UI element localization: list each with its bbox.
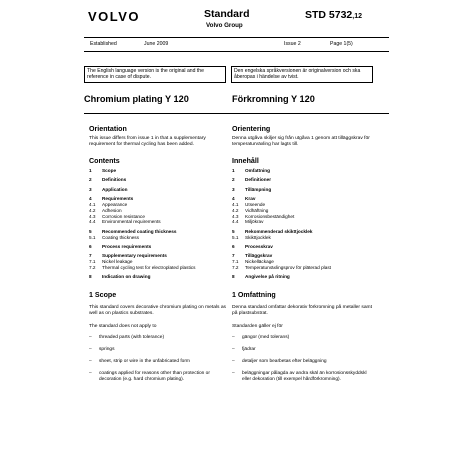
toc-title: Tilläggskrav [245,253,273,259]
contents-heading-en: Contents [89,157,120,165]
toc-item [89,274,229,280]
toc-title: Adhesion [102,207,122,213]
scope-list-item [89,335,229,341]
toc-number: 6 [89,243,92,249]
dash-bullet: – [232,358,235,364]
toc-number: 7 [232,253,235,259]
toc-title: Nickel leakage [102,259,133,265]
toc-number: 5.1 [89,234,96,240]
orientation-text-en: This issue differs from issue 1 in that a supplementary requirement for thermal cycling has been added. [89,136,206,147]
toc-number: 4.3 [232,213,239,219]
toc-number: 3 [89,186,92,192]
toc-title: Omfattning [245,168,270,173]
toc-title: Korrosionsbeständighet [245,213,295,219]
dash-bullet: – [89,335,92,340]
toc-title: Utseende [245,201,266,207]
toc-number: 4.2 [232,207,239,213]
scope-list-text: threaded parts (with tolerance) [99,335,165,340]
orientation-heading-sv: Orientering [232,125,271,133]
toc-number: 1 [232,168,235,173]
header-rule-bottom [84,51,389,52]
scope-list-sv [232,335,372,389]
standard-number [305,9,362,21]
toc-title: Krav [245,196,256,202]
established-label: Established [90,41,117,47]
std-number-version: ,12 [352,13,363,20]
dash-bullet: – [89,346,92,352]
toc-title: Angivelse på ritning [245,274,290,280]
group-label: Volvo Group [206,22,243,29]
toc-title: Nickelläckage [245,259,274,265]
toc-number: 1 [89,168,92,173]
notice-box-sv [231,66,373,83]
toc-number: 8 [89,274,92,280]
toc-title: Tillämpning [245,186,272,192]
orientation-heading-en: Orientation [89,125,127,133]
scope-list-item [232,347,372,353]
toc-number: 5 [89,228,92,234]
toc-title: Temperaturväxlingsprov för pläterad plast [245,264,331,270]
toc-item [232,274,377,280]
dash-bullet: – [89,370,92,376]
dash-bullet: – [89,358,92,364]
scope-list-text: beläggningar pålagda av andra skäl än korrosionsskyddskl eller dekoration (till exempel hårdförkromning). [242,370,367,382]
scope-lead-sv: Standarden gäller ej för [232,324,283,329]
scope-list-item [89,371,229,383]
issue-label: Issue 2 [284,41,301,47]
scope-list-en [89,335,229,389]
toc-number: 4.4 [232,219,239,225]
scope-list-item [89,359,229,365]
dash-bullet: – [232,335,235,340]
scope-list-text: sheet, strip or wire in the unfabricated form [99,358,190,364]
toc-title: Corrosion resistance [102,213,145,219]
toc-title: Scope [102,168,117,173]
toc-title: Indication on drawing [102,274,151,280]
toc-number: 7.1 [232,259,239,265]
dash-bullet: – [232,346,235,352]
toc-title: Definitions [102,177,127,183]
notice-text-sv: Den engelska språkversionen är originalversion och ska åberopas i händelse av tvist. [234,68,361,81]
established-date: June 2009 [144,41,169,47]
scope-lead-en: The standard does not apply to [89,324,157,329]
toc-number: 4 [89,196,92,202]
toc-title: Supplementary requirements [102,253,167,259]
scope-text-sv: Denna standard omfattar dekorativ förkromning på metaller samt på plastsubstrat. [232,305,372,316]
scope-list-text: gängor (med tolerans) [242,335,290,340]
toc-title: Environmental requirements [102,219,161,225]
scope-list-text: detaljer som bearbetas efter beläggning [242,358,327,364]
toc-title: Vidhäftning [245,207,269,213]
scope-text-en: This standard covers decorative chromium plating on metals as well as on plastics substrates. [89,305,226,316]
toc-title: Process requirements [102,243,152,249]
toc-number: 5.1 [232,234,239,240]
page-label: Page 1(5) [330,41,353,47]
toc-title: Thermal cycling test for electroplated plastics [102,264,196,270]
toc-number: 7.1 [89,259,96,265]
dash-bullet: – [232,370,235,376]
toc-title: Recommended coating thickness [102,228,177,234]
scope-list-item [89,347,229,353]
scope-list-text: coatings applied for reasons other than protection or decoration (e.g. hard chromium plating). [99,370,210,382]
toc-number: 7.2 [232,264,239,270]
volvo-logo: VOLVO [88,9,141,24]
title-rule [84,113,389,114]
contents-heading-sv: Innehåll [232,157,259,165]
document-title-en: Chromium plating Y 120 [84,94,189,104]
toc-number: 2 [232,177,235,183]
scope-heading-sv: 1 Omfattning [232,291,276,299]
toc-number: 7.2 [89,264,96,270]
toc-number: 4.4 [89,219,96,225]
toc-number: 8 [232,274,235,280]
header-rule-top [84,37,389,38]
scope-list-text: fjädrar [242,346,256,352]
toc-title: Coating thickness [102,234,139,240]
toc-number: 7 [89,253,92,259]
notice-text-en: The English language version is the original and the reference in case of dispute. [87,68,204,81]
orientation-text-sv: Denna utgåva skiljer sig från utgåva 1 genom att tilläggskrav för temperaturväxling har lagts till. [232,136,370,147]
toc-number: 4.1 [89,201,96,207]
toc-title: Miljökrav [245,219,264,225]
toc-number: 4.1 [232,201,239,207]
scope-list-text: springs [99,346,115,352]
document-title-sv: Förkromning Y 120 [232,94,315,104]
scope-heading-en: 1 Scope [89,291,117,299]
scope-list-item [232,359,372,365]
toc-title: Skikttjocklek [245,234,271,240]
toc-number: 4 [232,196,235,202]
toc-number: 4.2 [89,207,96,213]
toc-title: Processkrav [245,243,273,249]
notice-box-en [84,66,226,83]
standard-label: Standard [204,8,250,20]
toc-number: 6 [232,243,235,249]
scope-list-item [232,335,372,341]
contents-list-sv [232,168,377,280]
std-number-main: STD 5732 [305,9,353,21]
scope-list-item [232,371,372,383]
toc-title: Application [102,186,128,192]
toc-title: Requirements [102,196,134,202]
toc-number: 5 [232,228,235,234]
toc-title: Appearance [102,201,128,207]
toc-number: 3 [232,186,235,192]
contents-list-en [89,168,229,280]
toc-number: 4.3 [89,213,96,219]
toc-title: Rekommenderad skikttjocklek [245,228,313,234]
toc-title: Definitioner [245,177,272,183]
toc-number: 2 [89,177,92,183]
